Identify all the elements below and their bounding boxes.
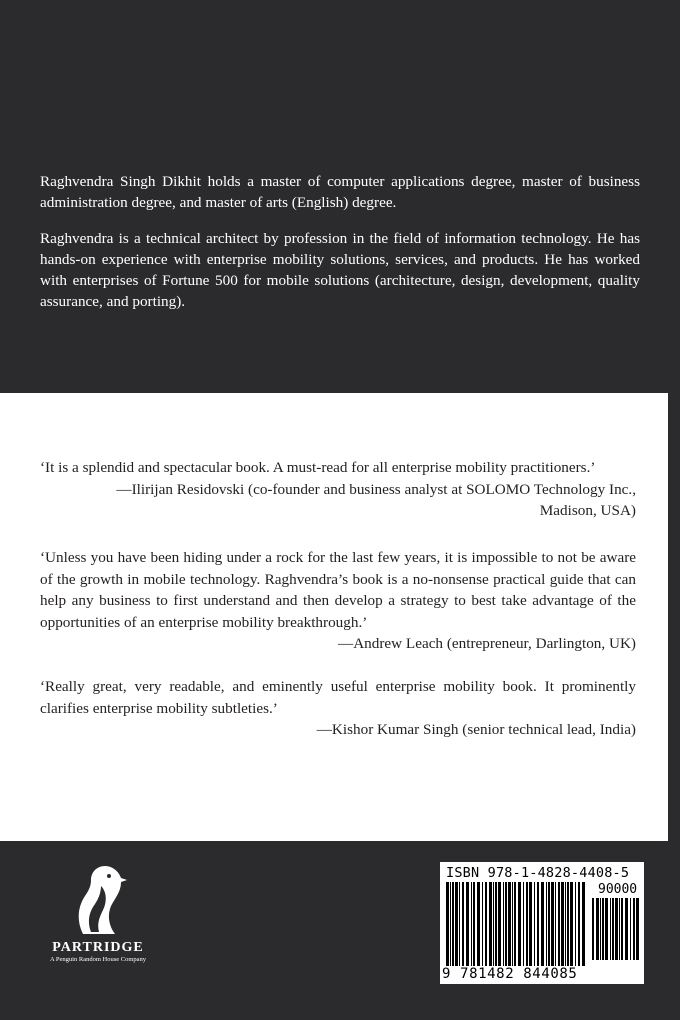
barcode-bar	[493, 882, 494, 966]
barcode-bar	[565, 882, 566, 966]
barcode-bar	[471, 882, 472, 966]
barcode-bar	[508, 882, 511, 966]
publisher-logo	[38, 862, 158, 972]
testimonial-text: ‘It is a splendid and spectacular book. A must-read for all enterprise mobility practitioners.’	[40, 459, 596, 476]
barcode-bar	[489, 882, 492, 966]
testimonial-text: ‘Really great, very readable, and eminently useful enterprise mobility book. It prominently clarifies enterprise mobility subtleties.’	[40, 678, 636, 717]
barcode-bar	[555, 882, 556, 966]
barcode-bars	[446, 882, 588, 966]
barcode-bar	[633, 898, 635, 960]
barcode-bar	[485, 882, 487, 966]
barcode-bar	[630, 898, 631, 960]
barcode-bar	[452, 882, 454, 966]
isbn-barcode	[440, 862, 644, 984]
barcode-bar	[546, 882, 547, 966]
barcode-bar	[621, 898, 623, 960]
barcode-bar	[582, 882, 585, 966]
barcode-bar	[446, 882, 449, 966]
barcode-bar	[605, 898, 608, 960]
barcode-bar	[625, 898, 628, 960]
barcode-bar	[548, 882, 550, 966]
barcode-bar	[512, 882, 513, 966]
barcode-bar	[551, 882, 554, 966]
testimonial-text: ‘Unless you have been hiding under a rock for the last few years, it is impossible to not be aware of the growth in mobile technology. Raghvendra’s book is a no-nonsense practical guide that can help any business to first understand and then develop a strategy to best take advantage of the opportunities of an enterprise mobility breakthrough.’	[40, 549, 636, 631]
bio-paragraph-2: Raghvendra is a technical architect by profession in the field of information technology. He has hands-on experience with enterprise mobility solutions, services, and products. He has worked with enterprises of Fortune 500 for mobile solutions (architecture, design, development, quality assurance, and porting).	[40, 230, 640, 310]
testimonial-attribution: —Ilirijan Residovski (co-founder and business analyst at SOLOMO Technology Inc., Madison, USA)	[116, 480, 636, 519]
barcode-bar	[567, 882, 569, 966]
barcode-bar	[450, 882, 451, 966]
author-bio-panel	[0, 0, 680, 393]
barcode-bar	[570, 882, 573, 966]
barcode-bar	[482, 882, 483, 966]
barcode-bar	[558, 882, 560, 966]
barcode-bar	[592, 898, 594, 960]
barcode-bar	[578, 882, 580, 966]
publisher-tagline: A Penguin Random House Company	[49, 956, 147, 963]
testimonial-1	[40, 457, 636, 522]
testimonial-attribution: —Andrew Leach (entrepreneur, Darlington, UK)	[338, 635, 636, 652]
testimonial-3	[40, 676, 636, 741]
barcode-bar	[596, 898, 599, 960]
isbn-number: ISBN 978-1-4828-4408-5	[446, 865, 630, 881]
barcode-bar	[455, 882, 458, 966]
barcode-bar	[602, 898, 604, 960]
barcode-bar	[518, 882, 521, 966]
barcode-bar	[505, 882, 507, 966]
barcode-bar	[534, 882, 535, 966]
barcode-bar	[459, 882, 460, 966]
barcode-bar	[495, 882, 497, 966]
barcode-bar	[575, 882, 576, 966]
barcode-bar	[477, 882, 480, 966]
price-code: 90000	[598, 882, 638, 897]
testimonial-attribution: —Kishor Kumar Singh (senior technical lead, India)	[316, 721, 636, 738]
barcode-bar	[610, 898, 611, 960]
supplement-barcode-bars	[592, 898, 640, 960]
barcode-bar	[514, 882, 516, 966]
barcode-bar	[636, 898, 639, 960]
barcode-bar	[529, 882, 532, 966]
barcode-bar	[498, 882, 501, 966]
barcode-bar	[466, 882, 469, 966]
partridge-bird-icon	[63, 862, 133, 938]
testimonials-panel	[0, 393, 668, 841]
author-bio	[40, 171, 640, 327]
barcode-bar	[612, 898, 614, 960]
barcode-bar	[619, 898, 620, 960]
publisher-name: PARTRIDGE	[52, 940, 144, 955]
barcode-bar	[541, 882, 544, 966]
barcode-bar	[473, 882, 475, 966]
barcode-bar	[526, 882, 528, 966]
bio-paragraph-1: Raghvendra Singh Dikhit holds a master of computer applications degree, master of business administration degree, and master of arts (English) degree.	[40, 173, 640, 211]
barcode-bar	[561, 882, 564, 966]
barcode-bar	[600, 898, 601, 960]
barcode-bar	[615, 898, 618, 960]
barcode-bar	[523, 882, 524, 966]
barcode-bar	[537, 882, 539, 966]
barcode-bar	[462, 882, 464, 966]
barcode-digits: 9 781482 844085	[442, 966, 578, 982]
barcode-bar	[503, 882, 504, 966]
testimonial-2	[40, 547, 636, 655]
